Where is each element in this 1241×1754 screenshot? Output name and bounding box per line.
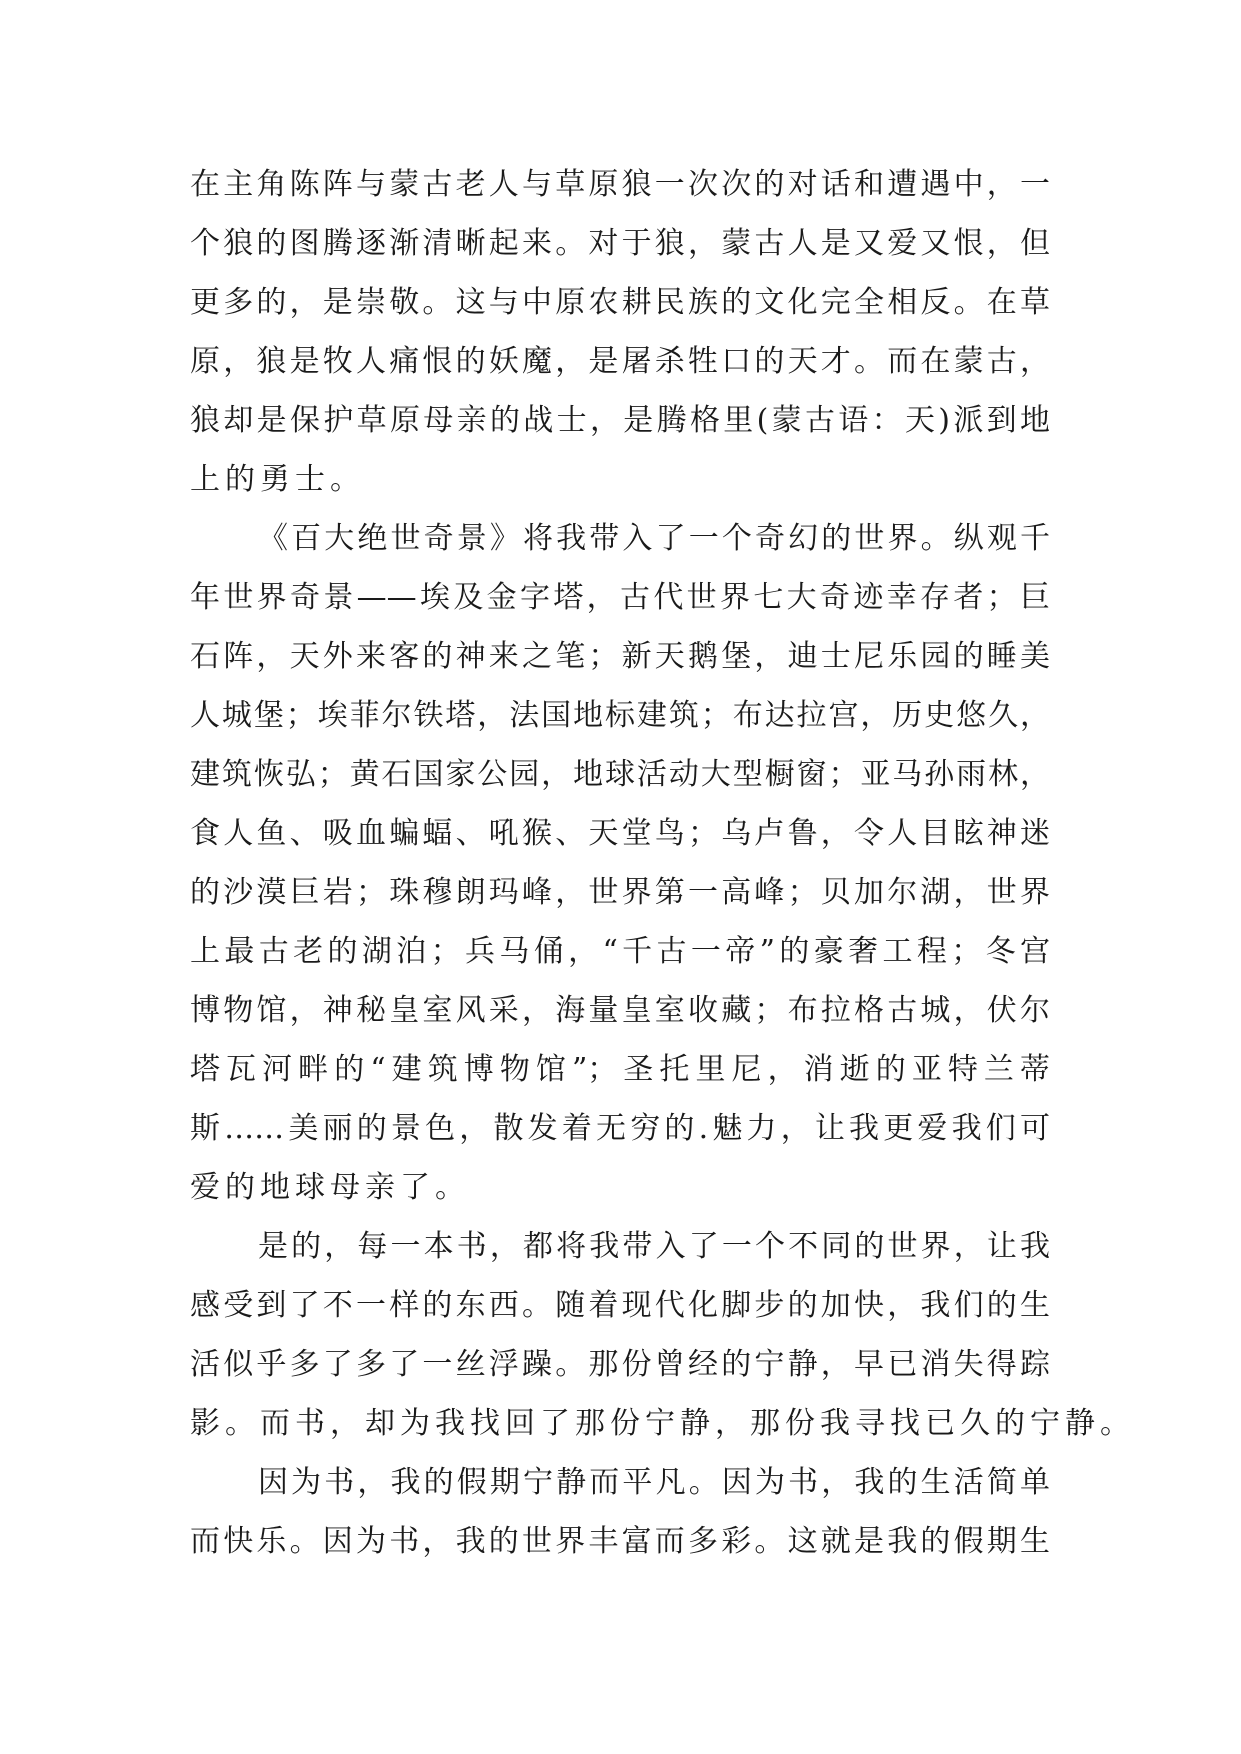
text-line: 年世界奇景——埃及金字塔，古代世界七大奇迹幸存者；巨: [190, 580, 1050, 615]
text-line: 石阵，天外来客的神来之笔；新天鹅堡，迪士尼乐园的睡美: [190, 639, 1050, 674]
text-line: 更多的，是崇敬。这与中原农耕民族的文化完全相反。在草: [190, 285, 1050, 320]
text-line: 《百大绝世奇景》将我带入了一个奇幻的世界。纵观千: [258, 521, 1050, 556]
text-line: 人城堡；埃菲尔铁塔，法国地标建筑；布达拉宫，历史悠久，: [190, 698, 1050, 733]
paragraph: [190, 1453, 1050, 1571]
text-line: 塔瓦河畔的“建筑博物馆”；圣托里尼，消逝的亚特兰蒂: [190, 1052, 1050, 1087]
text-line: 影。而书，却为我找回了那份宁静，那份我寻找已久的宁静。: [190, 1406, 1135, 1441]
text-line: 上最古老的湖泊；兵马俑，“千古一帝”的豪奢工程；冬宫: [190, 934, 1050, 969]
text-line: 狼却是保护草原母亲的战士，是腾格里(蒙古语：天)派到地: [190, 403, 1050, 438]
document-body: [190, 155, 1135, 1571]
text-line: 爱的地球母亲了。: [190, 1170, 470, 1205]
text-line: 食人鱼、吸血蝙蝠、吼猴、天堂鸟；乌卢鲁，令人目眩神迷: [190, 816, 1050, 851]
paragraph: [190, 1217, 1135, 1453]
text-line: 活似乎多了多了一丝浮躁。那份曾经的宁静，早已消失得踪: [190, 1347, 1050, 1382]
text-line: 在主角陈阵与蒙古老人与草原狼一次次的对话和遭遇中，一: [190, 167, 1050, 202]
text-line: 的沙漠巨岩；珠穆朗玛峰，世界第一高峰；贝加尔湖，世界: [190, 875, 1050, 910]
paragraph: [190, 155, 1050, 509]
text-line: 斯……美丽的景色，散发着无穷的.魅力，让我更爱我们可: [190, 1111, 1050, 1146]
text-line: 建筑恢弘；黄石国家公园，地球活动大型橱窗；亚马孙雨林，: [190, 757, 1050, 792]
text-line: 原，狼是牧人痛恨的妖魔，是屠杀牲口的天才。而在蒙古，: [190, 344, 1050, 379]
text-line: 上的勇士。: [190, 462, 365, 497]
text-line: 而快乐。因为书，我的世界丰富而多彩。这就是我的假期生: [190, 1524, 1050, 1559]
paragraph: [190, 509, 1050, 1217]
text-line: 感受到了不一样的东西。随着现代化脚步的加快，我们的生: [190, 1288, 1050, 1323]
text-line: 个狼的图腾逐渐清晰起来。对于狼，蒙古人是又爱又恨，但: [190, 226, 1050, 261]
text-line: 因为书，我的假期宁静而平凡。因为书，我的生活简单: [258, 1465, 1050, 1500]
text-line: 是的，每一本书，都将我带入了一个不同的世界，让我: [258, 1229, 1050, 1264]
text-line: 博物馆，神秘皇室风采，海量皇室收藏；布拉格古城，伏尔: [190, 993, 1050, 1028]
